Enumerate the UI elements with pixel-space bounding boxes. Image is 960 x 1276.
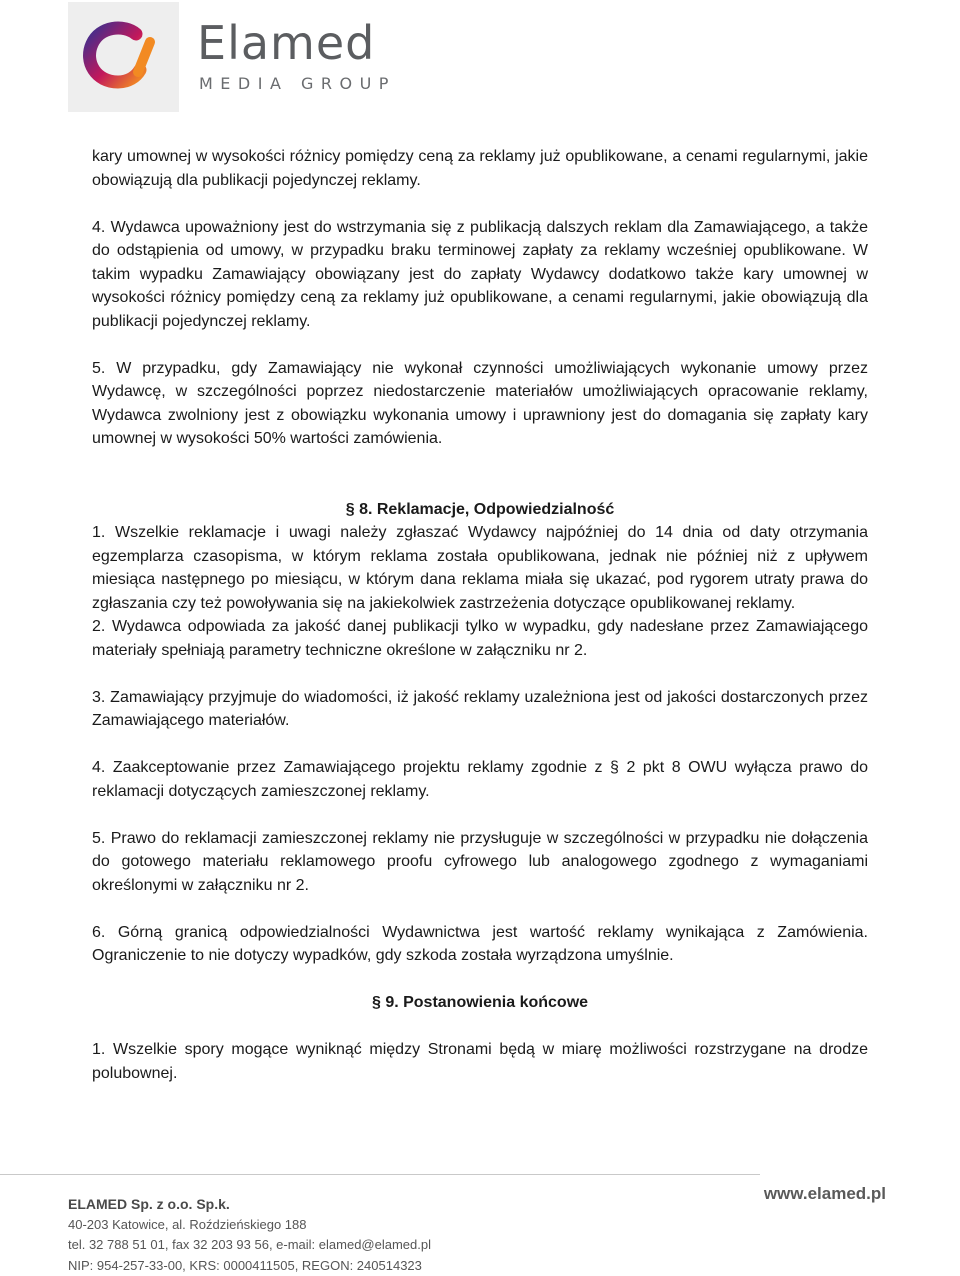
footer-address: 40-203 Katowice, al. Roździeńskiego 188	[68, 1215, 431, 1236]
paragraph: 5. W przypadku, gdy Zamawiający nie wykonał czynności umożliwiających wykonanie umowy przez Wydawcę, w szczególności poprzez niedostarczenie materiałów umożliwiających opracowanie reklamy, Wydawca zwolniony jest z obowiązku wykonania umowy i uprawniony jest do domagania się zapłaty kary umownej w wysokości 50% wartości zamówienia.	[92, 357, 868, 451]
footer-divider	[0, 1174, 760, 1175]
paragraph: 6. Górną granicą odpowiedzialności Wydawnictwa jest wartość reklamy wynikająca z Zamówienia. Ograniczenie to nie dotyczy wypadków, gdy szkoda została wyrządzona umyślnie.	[92, 921, 868, 968]
paragraph: kary umownej w wysokości różnicy pomiędzy ceną za reklamy już opublikowane, a cenami regularnymi, jakie obowiązują dla publikacji pojedynczej reklamy.	[92, 145, 868, 192]
paragraph: 3. Zamawiający przyjmuje do wiadomości, iż jakość reklamy uzależniona jest od jakości dostarczonych przez Zamawiającego materiałów.	[92, 686, 868, 733]
paragraph: 1. Wszelkie reklamacje i uwagi należy zgłaszać Wydawcy najpóźniej do 14 dnia od daty otrzymania egzemplarza czasopisma, w którym reklama została opublikowana, jednak nie później niż z upływem miesiąca następnego po miesiącu, w którym dana reklama miała się ukazać, pod rygorem utraty prawa do zgłaszania czy też powoływania się na jakiekolwiek zastrzeżenia dotyczące opublikowanej reklamy.	[92, 521, 868, 615]
footer-registry: NIP: 954-257-33-00, KRS: 0000411505, REGON: 240514323	[68, 1256, 431, 1276]
footer-info	[68, 1194, 431, 1276]
paragraph: 1. Wszelkie spory mogące wyniknąć między Stronami będą w miarę możliwości rozstrzygane na drodze polubownej.	[92, 1038, 868, 1085]
paragraph: 2. Wydawca odpowiada za jakość danej publikacji tylko w wypadku, gdy nadesłane przez Zamawiającego materiały spełniają parametry techniczne określone w załączniku nr 2.	[92, 615, 868, 662]
section-title: § 8. Reklamacje, Odpowiedzialność	[92, 498, 868, 522]
section-title: § 9. Postanowienia końcowe	[92, 991, 868, 1015]
paragraph: 4. Wydawca upoważniony jest do wstrzymania się z publikacją dalszych reklam dla Zamawiającego, a także do odstąpienia od umowy, w przypadku braku terminowej zapłaty za reklamy wcześniej opublikowane. W takim wypadku Zamawiający obowiązany jest do zapłaty Wydawcy dodatkowo także kary umownej w wysokości różnicy pomiędzy ceną za reklamy już opublikowane, a cenami regularnymi, jakie obowiązują dla publikacji pojedynczej reklamy.	[92, 216, 868, 334]
brand-name: Elamed	[197, 20, 375, 66]
paragraph: 5. Prawo do reklamacji zamieszczonej reklamy nie przysługuje w szczególności w przypadku nie dołączenia do gotowego materiału reklamowego proofu cyfrowego lub analogowego zgodnego z wymaganiami określonymi w załączniku nr 2.	[92, 827, 868, 898]
footer-company: ELAMED Sp. z o.o. Sp.k.	[68, 1194, 431, 1215]
logo	[68, 2, 179, 112]
brand-subtitle: MEDIA GROUP	[199, 76, 396, 92]
footer-contact: tel. 32 788 51 01, fax 32 203 93 56, e-mail: elamed@elamed.pl	[68, 1235, 431, 1256]
paragraph: 4. Zaakceptowanie przez Zamawiającego projektu reklamy zgodnie z § 2 pkt 8 OWU wyłącza prawo do reklamacji dotyczących zamieszczonej reklamy.	[92, 756, 868, 803]
footer-url: www.elamed.pl	[764, 1184, 886, 1204]
document-body	[92, 145, 868, 1085]
elamed-logo-icon	[78, 20, 168, 92]
